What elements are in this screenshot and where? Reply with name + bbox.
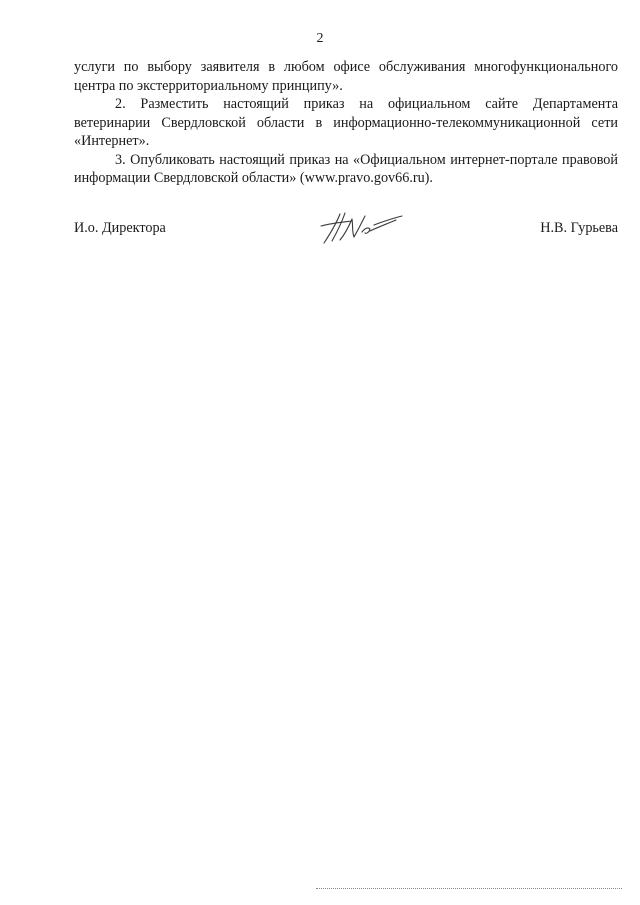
signatory-name: Н.В. Гурьева — [540, 220, 618, 236]
signature-block — [74, 210, 618, 250]
paragraph-item-2: 2. Разместить настоящий приказ на официальном сайте Департамента ветеринарии Свердловской области в информационно-телекоммуникационной сети «Интернет». — [74, 96, 618, 149]
document-body — [74, 58, 618, 188]
page-number: 2 — [316, 31, 324, 46]
signatory-position: И.о. Директора — [74, 220, 166, 236]
handwritten-signature — [318, 210, 404, 246]
footer-dotted-line — [316, 888, 622, 891]
paragraph-continuation: услуги по выбору заявителя в любом офисе обслуживания многофункционального центра по экстерриториальному принципу». — [74, 59, 618, 94]
paragraph-item-3: 3. Опубликовать настоящий приказ на «Официальном интернет-портале правовой информации Свердловской области» (www.pravo.gov66.ru). — [74, 151, 618, 186]
